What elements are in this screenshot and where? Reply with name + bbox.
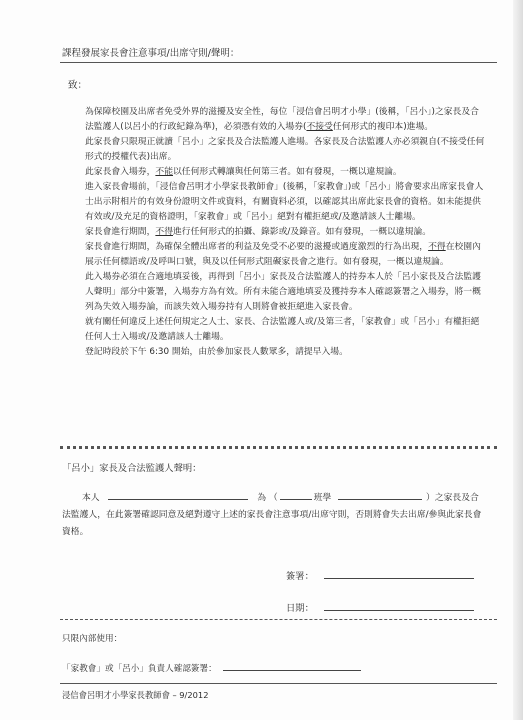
paragraph-text: 此家長會只限現正就讀「呂小」之家長及合法監護人進場。各家長及合法監護人亦必須親自(不接受任何形式的授權代表)出席。: [85, 137, 485, 162]
office-divider: [60, 619, 497, 620]
paragraph-text: 此家長會入場券，: [85, 167, 156, 177]
paragraph-text: 以任何形式轉讓與任何第三者。如有發現，一概以違規論。: [173, 167, 402, 177]
underlined-emphasis: 不得: [155, 227, 173, 237]
notice-paragraph: [85, 345, 485, 360]
declaration-title: 「呂小」家長及合法監護人聲明：: [62, 463, 202, 474]
notice-paragraph: [85, 105, 485, 135]
notice-paragraph: [85, 135, 485, 165]
date-field[interactable]: [324, 600, 474, 611]
paragraph-text: 家長會進行期間，為確保全體出席者的利益及免受不必要的滋擾或過度激烈的行為出現，: [85, 242, 429, 252]
paragraph-text: 在校園內展示任何標語或/及呼叫口號，與及以任何形式阻礙家長會之進行。如有發現，一概以違規論。: [85, 242, 481, 267]
footer-divider: [60, 683, 497, 684]
paragraph-text: 進行任何形式的拍攝、錄影或/及錄音。如有發現，一概以違規論。: [173, 227, 432, 237]
declaration-text: ）之家長及合法監護人，在此簽署確認同意及絕對遵守上述的家長會注意事項/出席守則，否則將會失去出席/參與此家長會資格。: [62, 493, 482, 537]
section-divider-dotted: [60, 446, 497, 449]
underlined-emphasis: 不接受: [306, 122, 333, 132]
footer-text: 浸信會呂明才小學家長教師會 – 9/2012: [62, 690, 209, 700]
date-label: 日期：: [286, 603, 314, 614]
paragraph-text: 此入場券必須在合適地填妥後，再得到「呂小」家長及合法監護人的持券本人於「呂小家長及合法監護人聲明」部分中簽署，入場券方為有效。所有未能合適地填妥及獲持券本人確認簽署之入場券，將一概列為失效入場券論，而該失效入場券持有人則將會被拒絕進入家長會。: [85, 272, 481, 312]
notice-paragraph: [85, 225, 485, 240]
paragraph-text: 任何形式的複印本)進場。: [332, 122, 434, 132]
declaration-text: 本人: [82, 493, 100, 503]
declaration-body: [62, 489, 482, 541]
declaration-text: 班學: [313, 493, 332, 503]
header-divider: [60, 62, 497, 63]
underlined-emphasis: 不能: [155, 167, 173, 177]
date-row: [286, 600, 474, 614]
declaration-text: （: [268, 493, 278, 503]
paragraph-text: 就有關任何違反上述任何規定之人士、家長、合法監護人或/及第三者，「家教會」或「呂小」有權拒絕任何人士入場或/及邀請該人士離場。: [85, 317, 480, 342]
office-confirm-row: [62, 661, 361, 674]
parent-name-field[interactable]: [108, 489, 248, 500]
paragraph-text: 登記時段於下午 6:30 開始，由於參加家長人數眾多，請提早入場。: [85, 347, 348, 357]
notice-paragraph: [85, 180, 485, 225]
signature-row: [286, 568, 474, 582]
class-field[interactable]: [280, 489, 312, 500]
declaration-text: 為: [257, 493, 267, 503]
scan-edge-shadow: [513, 0, 523, 720]
office-use-title: 只限內部使用：: [62, 634, 123, 644]
office-confirm-label: 「家教會」或「呂小」負責人確認簽署：: [62, 664, 217, 674]
notice-paragraph: [85, 240, 485, 270]
notice-paragraph: [85, 165, 485, 180]
notice-body: [85, 105, 485, 360]
notice-paragraph: [85, 270, 485, 315]
paragraph-text: 進入家長會場前，「浸信會呂明才小學家長教師會」(後稱，「家教會」)或「呂小」將會要求出席家長會人士出示附相片的有效身份證明文件或資料，有關資料必須，以確認其出席此家長會的資格。如未能提供有效或/及充足的資格證明，「家教會」或「呂小」絕對有權拒絕或/及邀請該人士離場。: [85, 182, 484, 222]
underlined-emphasis: 不得: [428, 242, 446, 252]
document-title: 課程發展家長會注意事項/出席守則/聲明：: [62, 48, 240, 59]
paragraph-text: 家長會進行期間，: [85, 227, 156, 237]
paragraph-text: 為保障校園及出席者免受外界的滋擾及安全性，每位「浸信會呂明才小學」(後稱，「呂小」)之家長及合法監護人(以呂小的行政紀錄為準)，必須憑有效的入場券(: [85, 107, 479, 132]
signature-field[interactable]: [324, 568, 474, 579]
student-name-field[interactable]: [338, 489, 422, 500]
notice-paragraph: [85, 315, 485, 345]
salutation: 致：: [68, 80, 88, 91]
signature-label: 簽署：: [286, 571, 314, 582]
office-confirm-field[interactable]: [223, 661, 361, 671]
